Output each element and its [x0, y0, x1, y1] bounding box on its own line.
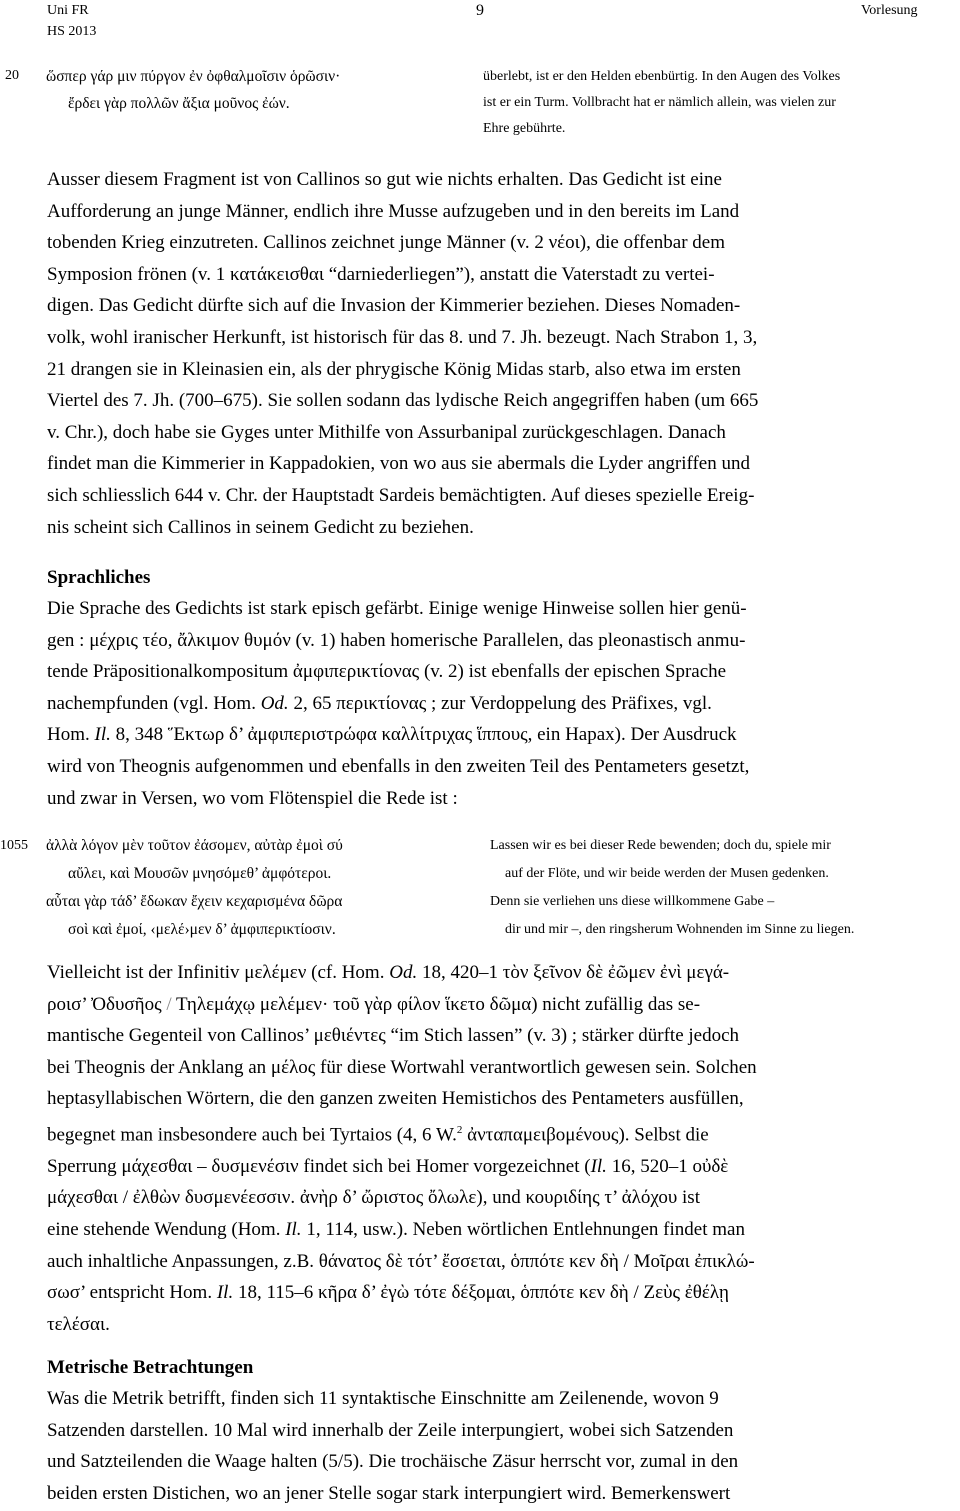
text-line: τελέσαι. — [47, 1313, 110, 1335]
text-line: v. Chr.), doch habe sie Gyges unter Mithilfe von Assurbanipal zurückgeschlagen. Danach — [47, 421, 726, 443]
text-line: volk, wohl iranischer Herkunft, ist historisch für das 8. und 7. Jh. bezeugt. Nach Strabon 1, 3, — [47, 326, 758, 348]
text-line: Was die Metrik betrifft, finden sich 11 syntaktische Einschnitte am Zeilenende, wovon 9 — [47, 1388, 719, 1409]
text-line: und zwar in Versen, wo vom Flötenspiel die Rede ist : — [47, 787, 458, 809]
text-line: σωσ’ entspricht Hom. Il. 18, 115‒6 κῆρα δ’ ἐγὼ τότε δέξομαι, ὁππότε κεν δὴ / Ζεὺς ἐθέλῃ — [47, 1282, 729, 1304]
text-line: Ausser diesem Fragment ist von Callinos so gut wie nichts erhalten. Das Gedicht ist eine — [47, 169, 722, 190]
fragment-greek-line: ὥσπερ γάρ μιν πύργον ἐν ὀφθαλμοῖσιν ὁρῶσιν· — [46, 68, 341, 85]
paragraph-metrik — [47, 1383, 927, 1509]
text-line: tende Präpositionalkompositum ἀμφιπερικτίονας (v. 2) ist ebenfalls der epischen Sprache — [47, 661, 727, 683]
text-line: eine stehende Wendung (Hom. Il. 1, 114, usw.). Neben wörtlichen Entlehnungen findet man — [47, 1219, 745, 1241]
text-line: mantische Gegenteil von Callinos’ μεθιέντες “im Stich lassen” (v. 3) ; stärker dürfte jedoch — [47, 1025, 740, 1047]
text-line: beiden ersten Distichen, wo an jener Stelle sogar stark interpungiert wird. Bemerkenswert — [47, 1482, 731, 1504]
text-line: sich schliesslich 644 v. Chr. der Hauptstadt Sardeis bemächtigten. Auf dieses spezielle Ereig- — [47, 484, 755, 506]
header-right: Vorlesung — [861, 3, 918, 18]
theognis-translation-line: dir und mir –, den ringsherum Wohnenden im Sinne zu liegen. — [505, 922, 855, 937]
theognis-greek-line: ἀλλὰ λόγον μὲν τοῦτον ἐάσομεν, αὐτὰρ ἐμοὶ σύ — [46, 837, 343, 854]
fragment-translation-line: ist er ein Turm. Vollbracht hat er nämlich allein, was vielen zur — [483, 95, 836, 110]
theognis-greek-line: αὔλει, καὶ Μουσῶν μνησόμεθ’ ἀμφότεροι. — [68, 865, 332, 882]
fragment-translation-line: Ehre gebührte. — [483, 121, 566, 136]
text-line: gen : μέχρις τέο, ἄλκιμον θυμόν (v. 1) haben homerische Parallelen, das pleonastisch anmu- — [47, 629, 746, 651]
text-line: ροισ’ Ὀδυσῆος / Τηλεμάχῳ μελέμεν· τοῦ γὰρ φίλον ἵκετο δῶμα) nicht zufällig das se- — [47, 993, 701, 1015]
theognis-line-number: 1055 — [0, 838, 28, 853]
text-line: begegnet man insbesondere auch bei Tyrtaios (4, 6 W.$^2$ ἀνταπαμειβομένους). Selbst die — [47, 1123, 709, 1146]
theognis-translation-line: auf der Flöte, und wir beide werden der Musen gedenken. — [505, 866, 829, 881]
fragment-line-number: 20 — [5, 68, 19, 83]
paragraph-callinos-history — [47, 164, 927, 543]
text-line: wird von Theognis aufgenommen und ebenfalls in den zweiten Teil des Pentameters gesetzt, — [47, 755, 750, 777]
text-line: digen. Das Gedicht dürfte sich auf die Invasion der Kimmerier beziehen. Dieses Nomaden- — [47, 295, 741, 317]
text-line: und Satzteilenden die Waage halten (5/5). Die trochäische Zäsur herrscht vor, zumal in den — [47, 1451, 739, 1473]
fragment-greek-line: ἔρδει γὰρ πολλῶν ἄξια μοῦνος ἐών. — [68, 95, 290, 112]
header-left-line1: Uni FR — [47, 3, 89, 18]
text-line: 21 drangen sie in Kleinasien ein, als der phrygische König Midas starb, also etwa im ersten — [47, 358, 741, 380]
text-line: Symposion frönen (v. 1 κατάκεισθαι “darniederliegen”), anstatt die Vaterstadt zu vertei- — [47, 263, 715, 285]
page-number: 9 — [476, 2, 484, 19]
text-line: auch inhaltliche Anpassungen, z.B. θάνατος δὲ τότ’ ἔσσεται, ὁππότε κεν δὴ / Μοῖραι ἐπικλώ- — [47, 1250, 755, 1272]
text-line: Hom. Il. 8, 348 Ἕκτωρ δ’ ἀμφιπεριστρώφα καλλίτριχας ἵππους, ein Hapax). Der Ausdruck — [47, 724, 737, 746]
text-line: Satzenden darstellen. 10 Mal wird innerhalb der Zeile interpungiert, wobei sich Satzenden — [47, 1419, 734, 1441]
paragraph-melemen-discussion — [47, 957, 927, 1340]
theognis-translation-line: Denn sie verliehen uns diese willkommene Gabe – — [490, 894, 775, 909]
text-line: heptasyllabischen Wörtern, die den ganzen zweiten Hemistichos des Pentameters ausfüllen, — [47, 1088, 744, 1110]
text-line: bei Theognis der Anklang an μέλος für diese Wortwahl verantwortlich gewesen sein. Solchen — [47, 1056, 757, 1078]
theognis-greek-line: σοὶ καὶ ἐμοί, ‹μελέ›μεν δ’ ἀμφιπερικτίοσιν. — [68, 921, 336, 938]
text-line: nachempfunden (vgl. Hom. Od. 2, 65 περικτίονας ; zur Verdoppelung des Präfixes, vgl. — [47, 692, 712, 714]
text-line: Vielleicht ist der Infinitiv μελέμεν (cf. Hom. Od. 18, 420‒1 τὸν ξεῖνον δὲ ἐῶμεν ἐνὶ μεγά- — [47, 962, 730, 983]
fragment-translation-line: überlebt, ist er den Helden ebenbürtig. In den Augen des Volkes — [483, 69, 841, 84]
text-line: Sperrung μάχεσθαι ‒ δυσμενέσιν findet sich bei Homer vorgezeichnet (Il. 16, 520‒1 οὐδὲ — [47, 1155, 729, 1177]
theognis-translation-line: Lassen wir es bei dieser Rede bewenden; doch du, spiele mir — [490, 838, 831, 853]
text-line: findet man die Kimmerier in Kappadokien, von wo aus sie abermals die Lyder angriffen und — [47, 453, 750, 475]
text-line: μάχεσθαι / ἐλθὼν δυσμενέεσσιν. ἀνὴρ δ’ ὤριστος ὄλωλε), und κουριδίης τ’ ἀλόχου ist — [47, 1187, 700, 1209]
section-heading-sprachliches: Sprachliches — [47, 567, 151, 588]
theognis-greek-line: αὗται γὰρ τάδ’ ἔδωκαν ἔχειν κεχαρισμένα δῶρα — [46, 893, 343, 910]
header-left-line2: HS 2013 — [47, 24, 97, 39]
section-heading-metrik: Metrische Betrachtungen — [47, 1357, 254, 1378]
text-line: Die Sprache des Gedichts ist stark episch gefärbt. Einige wenige Hinweise sollen hier genü- — [47, 598, 747, 619]
text-line: Viertel des 7. Jh. (700‒675). Sie sollen sodann das lydische Reich angegriffen haben (um 665 — [47, 390, 759, 412]
text-line: nis scheint sich Callinos in seinem Gedicht zu beziehen. — [47, 516, 474, 538]
text-line: tobenden Krieg einzutreten. Callinos zeichnet junge Männer (v. 2 νέοι), die offenbar dem — [47, 232, 726, 254]
paragraph-sprachliches — [47, 593, 927, 814]
text-line: Aufforderung an junge Männer, endlich ihre Musse aufzugeben und in den bereits im Land — [47, 200, 740, 222]
